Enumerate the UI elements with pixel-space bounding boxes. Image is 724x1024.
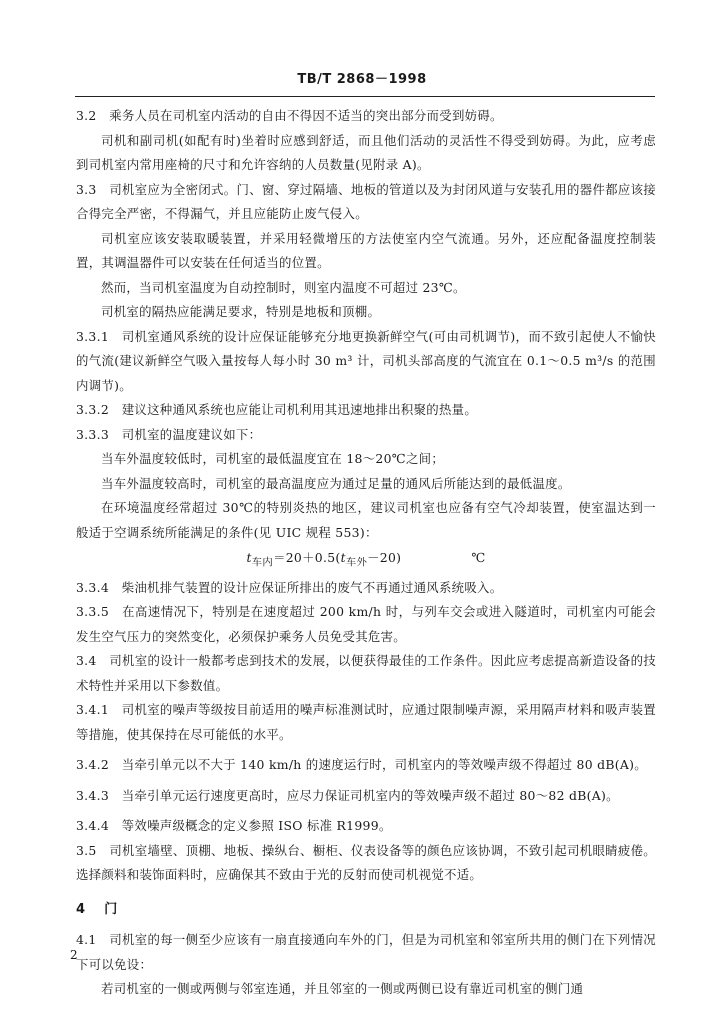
clause-3-3-3-low: 当车外温度较低时，司机室的最低温度宜在 18～20℃之间； [101, 451, 445, 466]
clause-3-3-5: 3.3.5 在高速情况下，特别是在速度超过 200 km/h 时，与列车交会或进入隧道时，司机室内可能会发生空气压力的突然变化，必须保护乘务人员免受其危害。 [76, 604, 656, 644]
document-body [76, 104, 656, 1002]
clause-3-3-insulation: 司机室的隔热应能满足要求，特别是地板和顶棚。 [101, 304, 381, 319]
page-header [0, 68, 724, 87]
standard-id: TB/T 2868－1998 [297, 72, 427, 87]
section-title: 门 [104, 901, 118, 917]
page-number: 2 [70, 948, 78, 962]
clause-3-4-2: 3.4.2 当牵引单元以不大于 140 km/h 的速度运行时，司机室内的等效噪声级不得超过 80 dB(A)。 [76, 757, 648, 773]
clause-3-4-3: 3.4.3 当牵引单元运行速度更高时，应尽力保证司机室内的等效噪声级不超过 80～82 dB(A)。 [76, 787, 619, 803]
clause-3-3-heating: 司机室应该安装取暖装置，并采用轻微增压的方法使室内空气流通。另外，还应配备温度控制装置，其调温器件可以安装在任何适当的位置。 [76, 230, 656, 270]
clause-4-1: 4.1 司机室的每一侧至少应该有一扇直接通向车外的门，但是为司机室和邻室所共用的侧门在下列情况下可以免设： [76, 932, 656, 972]
clause-3-3: 3.3 司机室应为全密闭式。门、窗、穿过隔墙、地板的管道以及为封闭风道与安装孔用的器件都应该接合得完全严密，不得漏气，并且应能防止废气侵入。 [76, 181, 656, 221]
clause-3-3-1: 3.3.1 司机室通风系统的设计应保证能够充分地更换新鲜空气(可由司机调节)，而不致引起使人不愉快的气流(建议新鲜空气吸入量按每人每小时 30 m³ 计，司机头部高度的气流宜在 0.1～0.5 m³/s 的范围内调节)。 [76, 328, 656, 393]
clause-3-3-2: 3.3.2 建议这种通风系统也应能让司机利用其迅速地排出积聚的热量。 [76, 402, 478, 417]
clause-3-4-1: 3.4.1 司机室的噪声等级按目前适用的噪声标准测试时，应通过限制噪声源，采用隔声材料和吸声装置等措施，使其保持在尽可能低的水平。 [76, 702, 656, 742]
header-rule [75, 96, 655, 97]
clause-3-3-4: 3.3.4 柴油机排气装置的设计应保证所排出的废气不再通过通风系统吸入。 [76, 579, 503, 595]
clause-3-2-text: 司机和副司机(如配有时)坐着时应感到舒适，而且他们活动的灵活性不得受到妨碍。为此，应考虑到司机室内常用座椅的尺寸和允许容纳的人员数量(见附录 A)。 [76, 132, 656, 172]
clause-3-3-3-high: 当车外温度较高时，司机室的最高温度应为通过足量的通风后所能达到的最低温度。 [101, 475, 571, 491]
formula-unit: ℃ [471, 550, 486, 565]
clause-3-4-4: 3.4.4 等效噪声级概念的定义参照 ISO 标准 R1999。 [76, 818, 392, 834]
clause-4-1-text: 若司机室的一侧或两侧与邻室连通，并且邻室的一侧或两侧已设有靠近司机室的侧门通 [101, 981, 584, 997]
clause-3-3-temp-limit: 然而，当司机室温度为自动控制时，则室内温度不可超过 23℃。 [101, 279, 466, 295]
clause-3-3-3: 3.3.3 司机室的温度建议如下： [76, 426, 262, 442]
clause-3-5: 3.5 司机室墙壁、顶棚、地板、操纵台、橱柜、仪表设备等的颜色应该协调，不致引起司机眼睛疲倦。选择颜料和装饰面料时，应确保其不致由于光的反射而使司机视觉不适。 [76, 842, 656, 883]
section-number: 4 [76, 901, 86, 917]
clause-3-3-3-hot: 在环境温度经常超过 30℃的特别炎热的地区，建议司机室也应备有空气冷却装置，使室温达到一般适于空调系统所能满足的条件(见 UIC 规程 553)： [76, 500, 656, 540]
clause-3-4: 3.4 司机室的设计一般都考虑到技术的发展，以便获得最佳的工作条件。因此应考虑提高新造设备的技术特性并采用以下参数值。 [76, 653, 656, 693]
temperature-formula: $t_{车内}=20+0.5(t_{车外}-20)$ ℃ [246, 550, 486, 569]
section-4-heading [76, 898, 656, 923]
clause-3-2: 3.2 乘务人员在司机室内活动的自由不得因不适当的突出部分而受到妨碍。 [76, 108, 503, 123]
